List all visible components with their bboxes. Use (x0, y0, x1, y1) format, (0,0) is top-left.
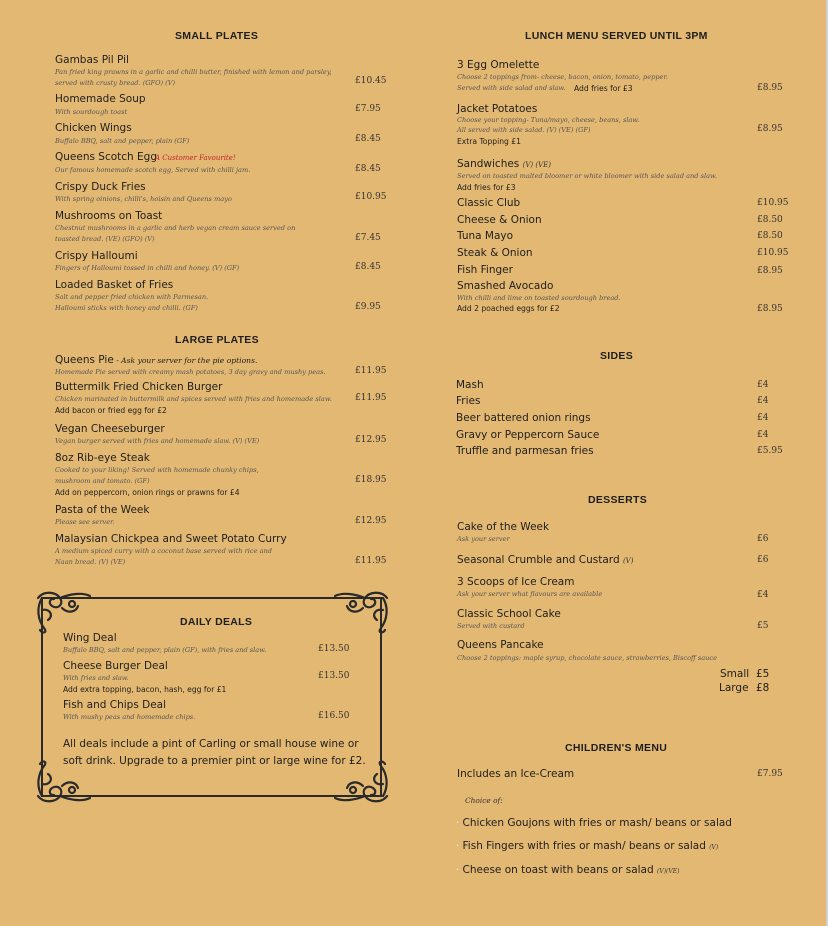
sandwich-name: Steak & Onion (457, 247, 533, 259)
pancake-small-price: £5 (756, 668, 770, 680)
menu-item-price: £7.45 (355, 233, 381, 243)
dessert-price: £6 (757, 534, 769, 544)
deal-desc: With mushy peas and homemade chips. (63, 713, 196, 721)
dessert-price: £6 (757, 555, 769, 565)
menu-item-desc: With sourdough toast (55, 108, 128, 116)
dessert-desc: Choose 2 toppings: maple syrup, chocolate sauce, strawberries, Biscoff sauce (457, 654, 717, 662)
menu-item-desc: Buffalo BBQ, salt and pepper, plain (GF) (55, 137, 190, 145)
menu-item-desc: served with crusty bread. (GFO) (V) (55, 79, 176, 87)
menu-item-price: £8.45 (355, 134, 381, 144)
menu-item-price: £8.95 (757, 124, 783, 134)
deal-name: Cheese Burger Deal (63, 660, 168, 672)
menu-item-desc: Chestnut mushrooms in a garlic and herb vegan cream sauce served on (55, 224, 296, 232)
menu-item-name: Homemade Soup (55, 93, 146, 105)
menu-item-price: £11.95 (355, 393, 387, 403)
sandwich-price: £8.50 (757, 231, 783, 241)
menu-item-desc: Served with side salad and slaw. (457, 84, 566, 92)
side-name: Beer battered onion rings (456, 412, 591, 424)
deal-price: £13.50 (318, 644, 350, 654)
menu-item-name: Malaysian Chickpea and Sweet Potato Curry (55, 533, 287, 545)
deal-name: Wing Deal (63, 632, 117, 644)
menu-item-name: Jacket Potatoes (457, 103, 538, 115)
dessert-price: £4 (757, 590, 769, 600)
menu-item-price: £11.95 (355, 556, 387, 566)
menu-item-desc: Fingers of Halloumi tossed in chilli and honey. (V) (GF) (55, 264, 240, 272)
deal-extra: Add extra topping, bacon, hash, egg for £1 (63, 685, 227, 694)
menu-item-desc: With spring oinions, chilli's, hoisin and Queens mayo (55, 195, 232, 203)
childrens-item (456, 840, 718, 852)
dessert-desc: Ask your server what flavours are available (457, 590, 603, 598)
bullet-icon: · (456, 865, 460, 876)
deal-note: soft drink. Upgrade to a premier pint or large wine for £2. (63, 755, 366, 767)
menu-item-price: £8.95 (757, 304, 783, 314)
menu-item-desc: With chilli and lime on toasted sourdough bread. (457, 294, 621, 302)
choice-label: Choice of: (465, 796, 503, 805)
deal-desc: Buffalo BBQ, salt and pepper, plain (GF), with fries and slaw. (63, 646, 267, 654)
lunch-heading: LUNCH MENU SERVED UNTIL 3PM (525, 30, 708, 42)
deal-desc: With fries and slaw. (63, 674, 129, 682)
menu-item-price: £9.95 (355, 302, 381, 312)
pancake-small-label: Small (720, 668, 750, 680)
sandwich-price: £10.95 (757, 198, 789, 208)
dessert-desc: Ask your server (457, 535, 510, 543)
pie-note: - Ask your server for the pie options. (113, 356, 258, 365)
menu-item-desc: Homemade Pie served with creamy mash potatoes, 3 day gravy and mushy peas. (55, 368, 326, 376)
side-name: Gravy or Peppercorn Sauce (456, 429, 600, 441)
corner-ornament-icon (32, 588, 94, 636)
sides-heading: SIDES (600, 350, 634, 362)
dessert-price: £5 (757, 621, 769, 631)
deal-price: £13.50 (318, 671, 350, 681)
menu-item-name: Gambas Pil Pil (55, 54, 129, 66)
menu-item-extra: Add bacon or fried egg for £2 (55, 406, 167, 415)
menu-item-desc: All served with side salad. (V) (VE) (GF) (457, 126, 591, 134)
menu-item-extra: Add 2 poached eggs for £2 (457, 304, 560, 313)
menu-item-desc: Naan bread. (V) (VE) (55, 558, 126, 566)
deal-price: £16.50 (318, 711, 350, 721)
menu-item-name: Pasta of the Week (55, 504, 150, 516)
menu-item-price: £10.45 (355, 76, 387, 86)
menu-item-name: Queens Scotch Egg (55, 151, 158, 163)
childrens-item (456, 817, 732, 829)
favourite-tag: A Customer Favourite! (155, 154, 236, 162)
menu-item-price: £8.95 (757, 83, 783, 93)
menu-item-name: Vegan Cheeseburger (55, 423, 165, 435)
side-price: £4 (757, 380, 769, 390)
menu-item-desc: Cooked to your liking! Served with homemade chunky chips, (55, 466, 259, 474)
sandwiches-name: Sandwiches (457, 158, 520, 170)
side-price: £4 (757, 413, 769, 423)
side-name: Truffle and parmesan fries (456, 445, 594, 457)
menu-item-price: £8.45 (355, 262, 381, 272)
corner-ornament-icon (331, 588, 393, 636)
menu-item-name: Buttermilk Fried Chicken Burger (55, 381, 223, 393)
menu-item-desc: Salt and pepper fried chicken with Parmesan. (55, 293, 209, 301)
menu-item-name: 8oz Rib-eye Steak (55, 452, 150, 464)
diet-tag: (V) (622, 557, 634, 565)
menu-item-extra: Add fries for £3 (574, 84, 633, 93)
menu-item-price: £18.95 (355, 475, 387, 485)
menu-item-price: £12.95 (355, 516, 387, 526)
daily-deals-heading: DAILY DEALS (180, 616, 253, 628)
dessert-name: Cake of the Week (457, 521, 550, 533)
childrens-item-text: Fish Fingers with fries or mash/ beans or salad (462, 840, 706, 852)
menu-item-name: Crispy Duck Fries (55, 181, 146, 193)
side-price: £4 (757, 430, 769, 440)
menu-item-desc: Halloumi sticks with honey and chilli. (GF) (55, 304, 198, 312)
menu-item-name (457, 158, 551, 170)
pancake-large-label: Large (719, 682, 749, 694)
menu-item-desc: Please see server. (55, 518, 115, 526)
bullet-icon: · (456, 841, 460, 852)
sandwich-name: Tuna Mayo (457, 230, 514, 242)
menu-item-desc: Vegan burger served with fries and homemade slaw. (V) (VE) (55, 437, 260, 445)
dessert-desc: Served with custard (457, 622, 525, 630)
desserts-heading: DESSERTS (588, 494, 647, 506)
childrens-price: £7.95 (757, 769, 783, 779)
menu-item-desc: Pan fried king prawns in a garlic and chilli butter, finished with lemon and parsley, (55, 68, 332, 76)
diet-tag: (V) (VE) (522, 161, 552, 169)
deal-name: Fish and Chips Deal (63, 699, 167, 711)
sandwich-name: Fish Finger (457, 264, 513, 276)
menu-item-name: Smashed Avocado (457, 280, 554, 292)
sandwich-price: £8.95 (757, 266, 783, 276)
menu-item-desc: Chicken marinated in buttermilk and spices served with fries and homemade slaw. (55, 395, 332, 403)
menu-item-desc: Served on toasted malted bloomer or white bloomer with side salad and slaw. (457, 172, 718, 180)
dessert-name-text: Seasonal Crumble and Custard (457, 554, 620, 566)
childrens-item (456, 864, 679, 876)
side-price: £5.95 (757, 446, 783, 456)
menu-item-name-text: Queens Pie (55, 354, 114, 366)
menu-item-extra: Add on peppercorn, onion rings or prawns for £4 (55, 488, 240, 497)
menu-item-name: Chicken Wings (55, 122, 132, 134)
diet-tag: (V)(VE) (657, 868, 680, 875)
menu-item-extra: Add fries for £3 (457, 183, 516, 192)
childrens-item-text: Cheese on toast with beans or salad (462, 864, 654, 876)
menu-item-price: £12.95 (355, 435, 387, 445)
childrens-item-text: Chicken Goujons with fries or mash/ beans or salad (462, 817, 732, 829)
menu-item-price: £10.95 (355, 192, 387, 202)
menu-item-desc: mushroom and tomato. (GF) (55, 477, 150, 485)
deal-note: All deals include a pint of Carling or small house wine or (63, 738, 359, 750)
bullet-icon: · (456, 818, 460, 829)
menu-item-name: Crispy Halloumi (55, 250, 138, 262)
large-plates-heading: LARGE PLATES (175, 334, 259, 346)
sandwich-name: Cheese & Onion (457, 214, 542, 226)
dessert-name: Queens Pancake (457, 639, 544, 651)
menu-item-name: 3 Egg Omelette (457, 59, 540, 71)
diet-tag: (V) (709, 844, 719, 851)
side-name: Fries (456, 395, 481, 407)
sandwich-name: Classic Club (457, 197, 521, 209)
menu-item-price: £11.95 (355, 366, 387, 376)
menu-item-desc: Choose 2 toppings from- cheese, bacon, onion, tomato, pepper. (457, 73, 668, 81)
dessert-name: 3 Scoops of Ice Cream (457, 576, 575, 588)
menu-item-extra: Extra Topping £1 (457, 137, 521, 146)
side-name: Mash (456, 379, 484, 391)
childrens-includes: Includes an Ice-Cream (457, 768, 575, 780)
dessert-name (457, 554, 633, 566)
side-price: £4 (757, 396, 769, 406)
menu-item-desc: toasted bread. (VE) (GFO) (V) (55, 235, 155, 243)
menu-item-desc: Our famous homemade scotch egg, Served with chilli jam. (55, 166, 251, 174)
menu-item-name: Loaded Basket of Fries (55, 279, 174, 291)
menu-item-price: £7.95 (355, 104, 381, 114)
menu-item-desc: Choose your topping- Tuna/mayo, cheese, beans, slaw. (457, 116, 640, 124)
childrens-heading: CHILDREN'S MENU (565, 742, 668, 754)
menu-item-desc: A medium spiced curry with a coconut base served with rice and (55, 547, 272, 555)
menu-item-name: Mushrooms on Toast (55, 210, 163, 222)
small-plates-heading: SMALL PLATES (175, 30, 259, 42)
pancake-large-price: £8 (756, 682, 770, 694)
menu-item-name (55, 354, 257, 366)
sandwich-price: £10.95 (757, 248, 789, 258)
dessert-name: Classic School Cake (457, 608, 561, 620)
menu-item-price: £8.45 (355, 164, 381, 174)
sandwich-price: £8.50 (757, 215, 783, 225)
